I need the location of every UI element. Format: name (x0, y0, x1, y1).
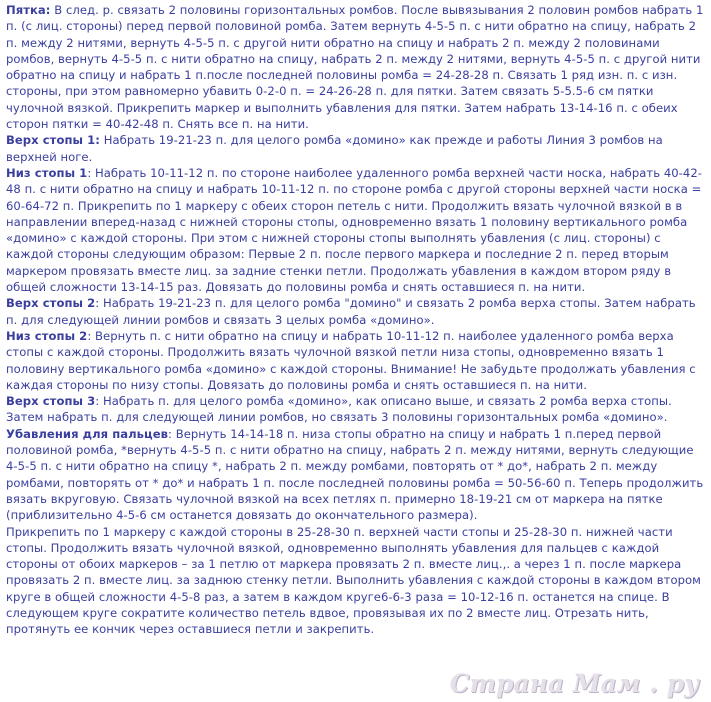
paragraph-label: Верх стопы 1: (6, 133, 100, 148)
paragraph-sole-2 (6, 328, 707, 393)
paragraph-toe-decreases (6, 426, 707, 524)
watermark-logo: Страна Мам . ру (449, 669, 699, 698)
paragraph-label: Низ стопы 1 (6, 165, 88, 180)
paragraph-label: Верх стопы 2 (6, 296, 96, 311)
paragraph-top-of-foot-2 (6, 295, 707, 328)
paragraph-text: : Набрать 10-11-12 п. по стороне наиболее удаленного ромба верхней части носка, набрать 40-42-48 п. с нити обратно на спицу и набрать 10-11-12 п. по стороне ромба с другой стороны верхней части носка = 60-64-72 п. Прикрепить по 1 маркеру с обеих сторон петель с нити. Продолжить вязать чулочной вязкой в в направлении вперед-назад с нижней стороны стопы, одновременно вязать 1 половину вертикального ромба «домино» с каждой стороны. При этом с нижней стороны стопы выполнять убавления (с лиц. стороны) с каждой стороны следующим образом: Первые 2 п. после первого маркера и последние 2 п. перед вторым маркером провязать вместе лиц. за задние стенки петли. Продолжать убавления в каждом втором ряду в общей сложности 13-14-15 раз. Довязать до половины ромба и снять оставшиеся п. на нити. (6, 165, 703, 295)
paragraph-text: В след. р. связать 2 половины горизонтальных ромбов. После вывязывания 2 половин ромбов набрать 1 п. (с лиц. стороны) перед первой половиной ромба. Затем вернуть 4-5-5 п. с нити обратно на спицу, набрать 2 п. между 2 нитями, вернуть 4-5-5 п. с другой нити обратно на спицу и набрать 2 п. между 2 половинами ромбов, вернуть 4-5-5 п. с нити обратно на спицу, набрать 2 п. между 2 нитями, вернуть 4-5-5 п. с другой нити обратно на спицу и набрать 1 п.после последней половины ромба = 24-28-28 п. Связать 1 ряд изн. п. с изн. стороны, при этом равномерно убавить 0-2-0 п. = 24-26-28 п. для пятки. Затем связать 5-5.5-6 см пятки чулочной вязкой. Прикрепить маркер и выполнить убавления для пятки. Затем набрать 13-14-16 п. с обеих сторон пятки = 40-42-48 п. Снять все п. на нити. (6, 3, 704, 132)
paragraph-sole-1 (6, 165, 707, 295)
paragraph-text: Прикрепить по 1 маркеру с каждой стороны в 25-28-30 п. верхней части стопы и 25-28-30 п. нижней части стопы. Продолжить вязать чулочной вязкой, одновременно выполнять убавления для пальцев с каждой стороны от обоих маркеров – за 1 петлю от маркера провязать 2 п. вместе лиц.,. а через 1 п. после маркера провязать 2 п. вместе лиц. за заднюю стенку петли. Выполнить убавления с каждой стороны в каждом втором круге в общей сложности 4-5-8 раз, а затем в каждом круге6-6-3 раза = 10-12-16 п. останется на спице. В следующем круге сократите количество петель вдвое, провязывая их по 2 вместе лиц. Отрезать нить, протянуть ее кончик через оставшиеся петли и закрепить. (6, 524, 701, 637)
paragraph-text: : Вернуть п. с нити обратно на спицу и набрать 10-11-12 п. наиболее удаленного ромба верха стопы с каждой стороны. Продолжить вязать чулочной вязкой петли низа стопы, одновременно вязать 1 половину вертикального ромба «домино» с каждой стороны. Внимание! Не забудьте продолжать убавления с каждая стороны по низу стопы. Довязать до половины ромба и снять оставшиеся п. на нити. (6, 328, 696, 392)
paragraph-top-of-foot-3 (6, 393, 707, 426)
paragraph-finishing (6, 524, 707, 638)
paragraph-label: Пятка: (6, 3, 51, 17)
paragraph-label: Верх стопы 3 (6, 394, 96, 409)
paragraph-label: Низ стопы 2 (6, 328, 88, 343)
paragraph-text: : Вернуть 14-14-18 п. низа стопы обратно на спицу и набрать 1 п.перед первой половиной ромба, *вернуть 4-5-5 п. с нити обратно на спицу, набрать 2 п. между нитями, вернуть следующие 4-5-5 п. с нити обратно на спицу *, набрать 2 п. между ромбами, повторять от * до*, набрать 2 п. между ромбами, повторять от * до* и набрать 1 п. после последней половины ромба = 50-56-60 п. Теперь продолжить вязать вкруговую. Связать чулочной вязкой на всех петлях п. примерно 18-19-21 см от маркера на пятке (приблизительно 4-5-6 см останется довязать до окончательного размера). (6, 426, 704, 523)
paragraph-text: : Набрать 19-21-23 п. для целого ромба "домино" и связать 2 ромба верха стопы. Затем набрать п. для следующей линии ромбов и связать 3 целых ромба «домино». (6, 296, 696, 327)
paragraph-heel (6, 2, 707, 132)
document-body (6, 2, 707, 638)
paragraph-label: Убавления для пальцев (6, 426, 168, 441)
paragraph-text: : Набрать п. для целого ромба «домино», как описано выше, и связать 2 ромба верха стопы. Затем набрать п. для следующей линии ромбов, но связать 3 половины горизонтальных ромба «домино». (6, 394, 672, 425)
paragraph-text: Набрать 19-21-23 п. для целого ромба «домино» как прежде и работы Линия 3 ромбов на верхней ноге. (6, 133, 663, 164)
paragraph-top-of-foot-1 (6, 132, 707, 165)
